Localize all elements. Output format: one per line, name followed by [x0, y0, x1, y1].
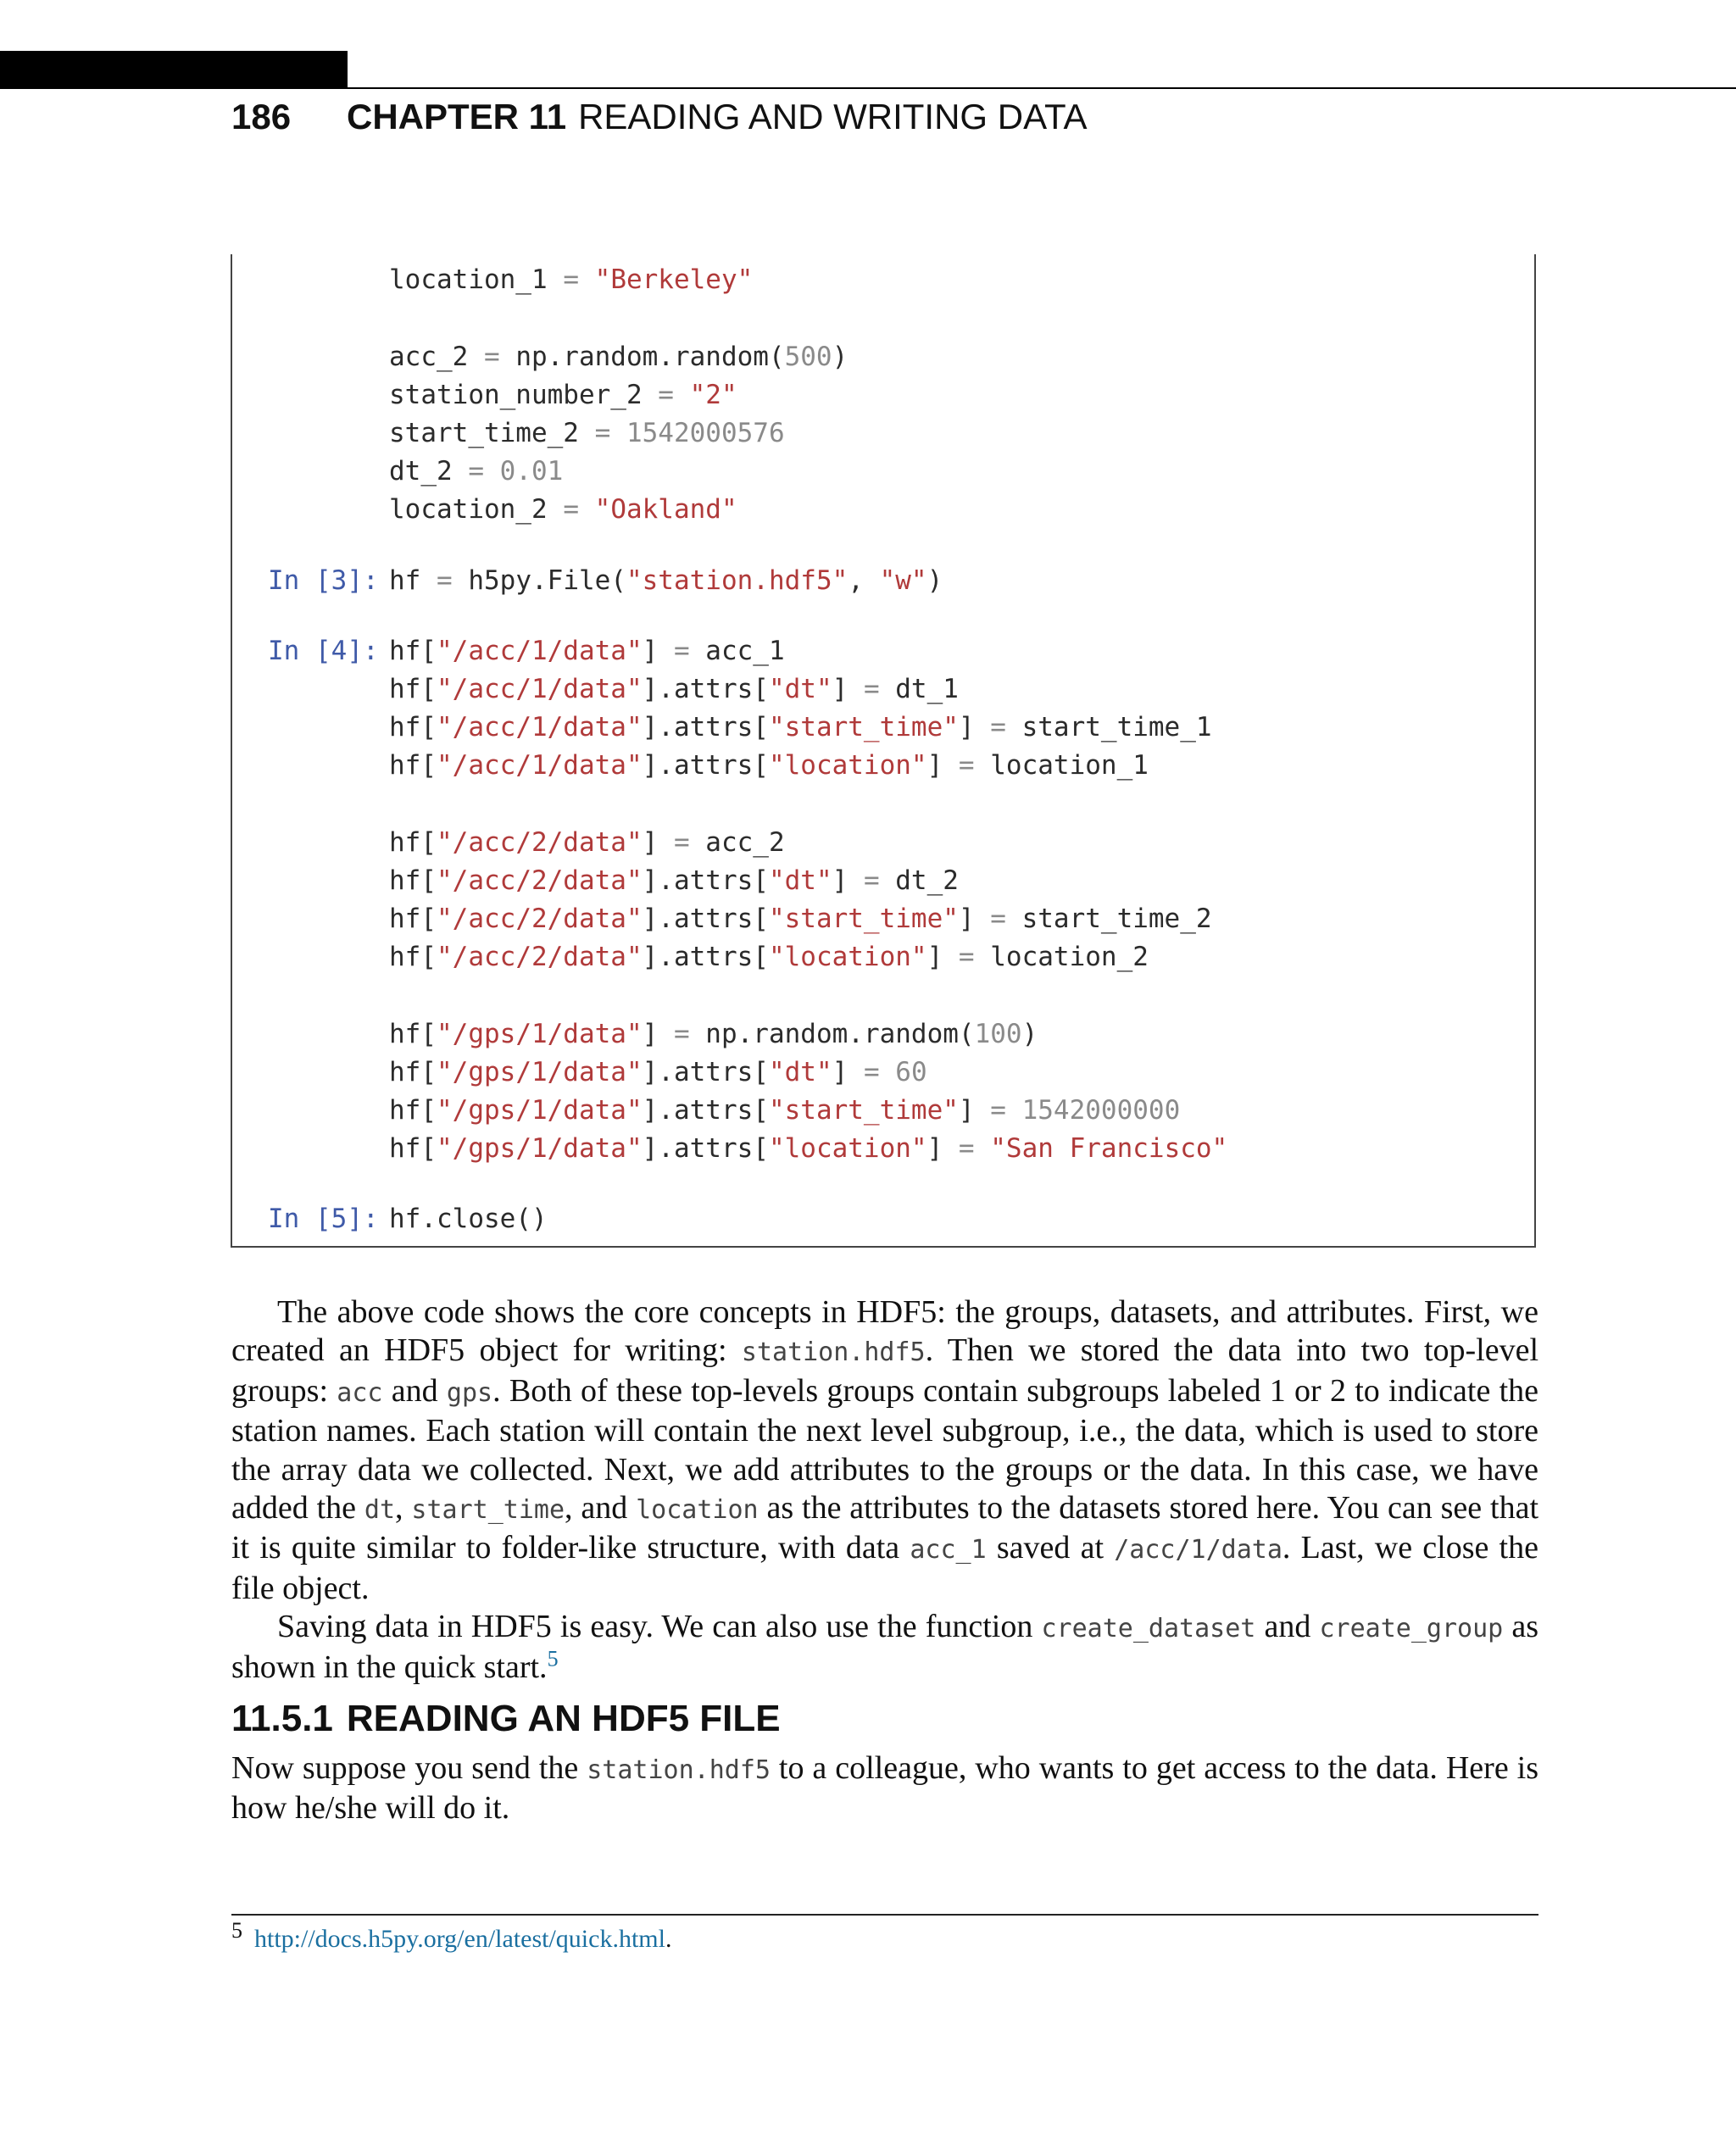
body-paragraphs [231, 1293, 1538, 1687]
chapter-title: READING AND WRITING DATA [578, 97, 1088, 136]
footnote-reference[interactable]: 5 [547, 1646, 559, 1671]
footnote-rule [231, 1914, 1538, 1916]
page-number: 186 [231, 97, 292, 136]
body-paragraphs [231, 1749, 1538, 1828]
paragraph: The above code shows the core concepts in HDF5: the groups, datasets, and attributes. First, we created an HDF5 object for writing: station.hdf5. Then we stored the data into two top-level groups: acc and gps. Both of these top-levels groups contain subgroups labeled 1 or 2 to indicate the station names. Each station will contain the next level subgroup, i.e., the data, which is used to store the array data we collected. Next, we add attributes to the groups or the data. In this case, we have added the dt, start_time, and location as the attributes to the datasets stored here. You can see that it is quite similar to folder-like structure, with data acc_1 saved at /acc/1/data. Last, we close the file object. [231, 1294, 1539, 1606]
chapter-label: CHAPTER 11 [347, 97, 567, 136]
paragraph: Saving data in HDF5 is easy. We can also use the function create_dataset and create_group as shown in the quick start.$^5$ [231, 1609, 1539, 1685]
running-head [231, 92, 1088, 142]
footnote-link[interactable]: http://docs.h5py.org/en/latest/quick.html [254, 1925, 665, 1953]
section-title: READING AN HDF5 FILE [346, 1698, 781, 1739]
footnote: 5 http://docs.h5py.org/en/latest/quick.html. [231, 1918, 672, 1953]
input-prompt: In [5]: [268, 1204, 379, 1234]
input-prompt: In [3]: [268, 565, 379, 596]
header-rule [348, 87, 1736, 89]
footnote-mark: 5 [231, 1918, 242, 1943]
section-number: 11.5.1 [231, 1698, 333, 1739]
paragraph: Now suppose you send the station.hdf5 to a colleague, who wants to get access to the data. Here is how he/she will do it. [231, 1750, 1538, 1827]
input-prompt: In [4]: [268, 636, 379, 666]
code-listing: location_1 = "Berkeley" acc_2 = np.random.random(500) station_number_2 = "2" start_time_2 = 1542000576 dt_2 = 0.01 location_2 = "Oakland" In [3]: hf = h5py.File("station.hdf5", "w") In [4]: hf["/acc/1/data"] = acc_1 hf["/acc/1/data"].attrs["dt"] = dt_1 hf["/acc/1/data"].attrs["start_time"] = start_time_1 hf["/acc/1/data"].attrs["location"] = location_1 hf["/acc/2/data"] = acc_2 hf["/acc/2/data"].attrs["dt"] = dt_2 hf["/acc/2/data"].attrs["start_time"] = start_time_2 hf["/acc/2/data"].attrs["location"] = location_2 hf["/gps/1/data"] = np.random.random(100) hf["/gps/1/data"].attrs["dt"] = 60 hf["/gps/1/data"].attrs["start_time"] = 1542000000 hf["/gps/1/data"].attrs["location"] = "San Francisco" In [5]: hf.close() [231, 254, 1536, 1248]
header-black-bar [0, 51, 348, 89]
section-heading [231, 1693, 781, 1744]
